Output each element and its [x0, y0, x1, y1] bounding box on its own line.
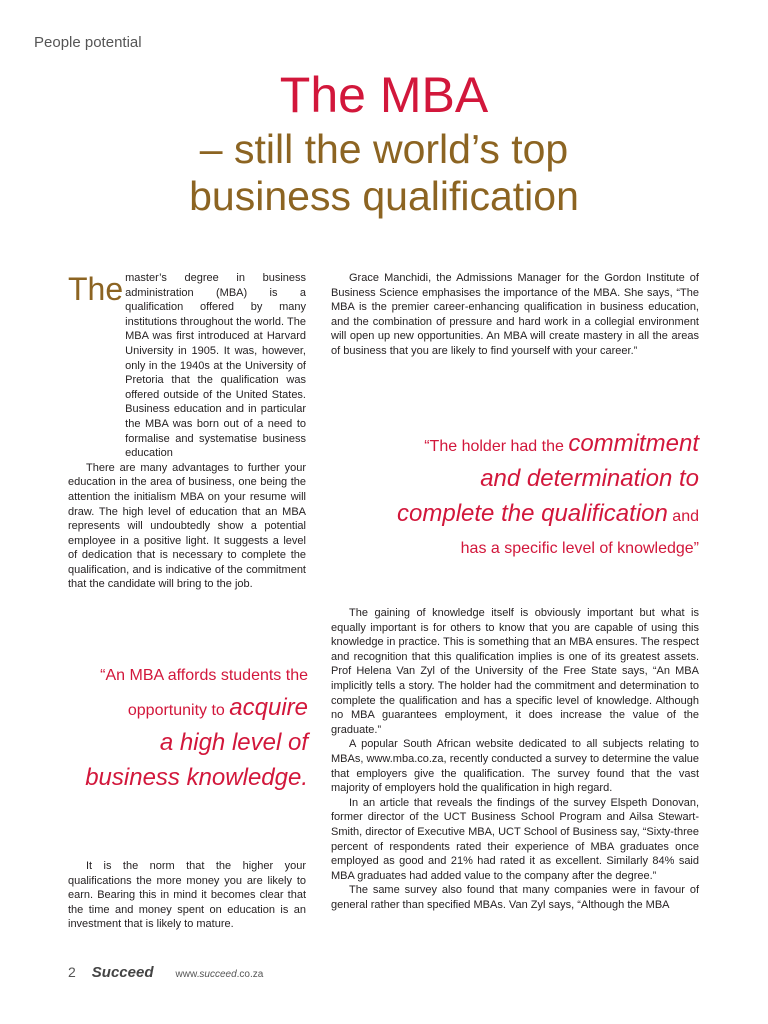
general-mba-paragraph: The same survey also found that many companies were in favour of general rather than specified MBAs. Van Zyl says, “Although the MBA	[331, 884, 699, 911]
pullquote-1-text-c: and determination to	[480, 465, 699, 492]
pullquote-2-text-b: opportunity to	[127, 702, 230, 719]
url-prefix: www.	[175, 969, 200, 980]
pullquote-2-text-c: acquire	[229, 694, 308, 721]
intro-first-paragraph	[68, 271, 306, 461]
pullquote-commitment	[331, 428, 699, 565]
intro-second-paragraph: There are many advantages to further your education in the area of business, one being the attention the initialism MBA on your resume will draw. The high level of education that an MBA represents will undoubtedly show a potential employee in a positive light. It suggests a level of dedication that is necessary to complete the qualification, and is indicative of the commitment that the candidate will bring to the job.	[68, 461, 306, 591]
norm-paragraph: It is the norm that the higher your qualifications the more money you are likely to earn. Bearing this in mind it becomes clear that the time and money spent on education is an investment that is likely to mature.	[68, 860, 306, 931]
headline-line-2: – still the world’s top	[199, 126, 569, 172]
survey-paragraph: A popular South African website dedicated to all subjects relating to MBAs, www.mba.co.za, recently conducted a survey to determine the value that employers give the qualification. The survey found that the vast majority of employers hold the qualification in high regard.	[331, 738, 699, 795]
footer	[68, 964, 263, 981]
url-brand: succeed	[199, 969, 237, 980]
pullquote-1-text-b: commitment	[568, 430, 699, 457]
headline	[0, 67, 768, 220]
headline-line-3: business qualification	[189, 173, 579, 220]
pullquote-1-text-f: has a specific level of knowledge”	[460, 540, 699, 557]
headline-main: The MBA	[279, 67, 489, 123]
website-link[interactable]	[176, 969, 264, 980]
pullquote-1-text-d: complete the qualification	[397, 500, 668, 527]
magazine-brand: Succeed	[91, 964, 154, 981]
url-suffix: .co.za	[236, 969, 264, 980]
donovan-paragraph: In an article that reveals the findings of the survey Elspeth Donovan, former director of the UCT Business School Program and Ailsa Stewart-Smith, director of Executive MBA, UCT School of Business say, “Sixty-three percent of respondents rated their experience of MBA graduates once employed as good and 21% had rated it as excellent. Similarly 84% said MBA graduates had added value to the company after the degree.”	[331, 796, 699, 882]
drop-cap: The	[68, 271, 124, 307]
pullquote-acquire	[60, 660, 308, 797]
pullquote-2-text-a: “An MBA affords students the	[100, 667, 308, 684]
right-bottom-column	[331, 606, 699, 912]
intro-column	[68, 271, 306, 592]
pullquote-1-text-a: “The holder had the	[424, 438, 569, 455]
pullquote-2-text-e: business knowledge.	[85, 764, 308, 791]
pullquote-1-text-e: and	[667, 508, 699, 525]
section-label: People potential	[34, 34, 142, 51]
page-number: 2	[68, 964, 76, 980]
manchidi-paragraph: Grace Manchidi, the Admissions Manager for the Gordon Institute of Business Science emphasises the importance of the MBA. She says, “The MBA is the premier career-enhancing qualification in business education, and the combination of pressure and hard work in a collegial environment will open up new opportunities. An MBA will create mastery in all the areas of business that you are likely to find yourself with your career.”	[331, 272, 699, 357]
intro-first-text: master’s degree in business administration (MBA) is a qualification offered by many institutions throughout the world. The MBA was first introduced at Harvard University in 1905. It was, however, only in the 1940s at the University of Pretoria that the qualification was offered outside of the United States. Business education and in particular the MBA was born out of a need to formalise and systematise business education	[125, 272, 306, 460]
knowledge-paragraph: The gaining of knowledge itself is obviously important but what is equally important is for others to know that you are capable of using this knowledge in practice. This is something that an MBA ensures. The respect and recognition that this qualification implies is one of its greatest assets. Prof Helena Van Zyl of the University of the Free State says, “An MBA implicitly tells a story. The holder had the commitment and determination to complete the qualification and has a specific level of knowledge. Although no MBA guarantees employment, it does increase the value of the graduate.”	[331, 607, 699, 736]
right-top-column	[331, 271, 699, 359]
left-bottom-column	[68, 859, 306, 932]
pullquote-2-text-d: a high level of	[159, 729, 308, 756]
